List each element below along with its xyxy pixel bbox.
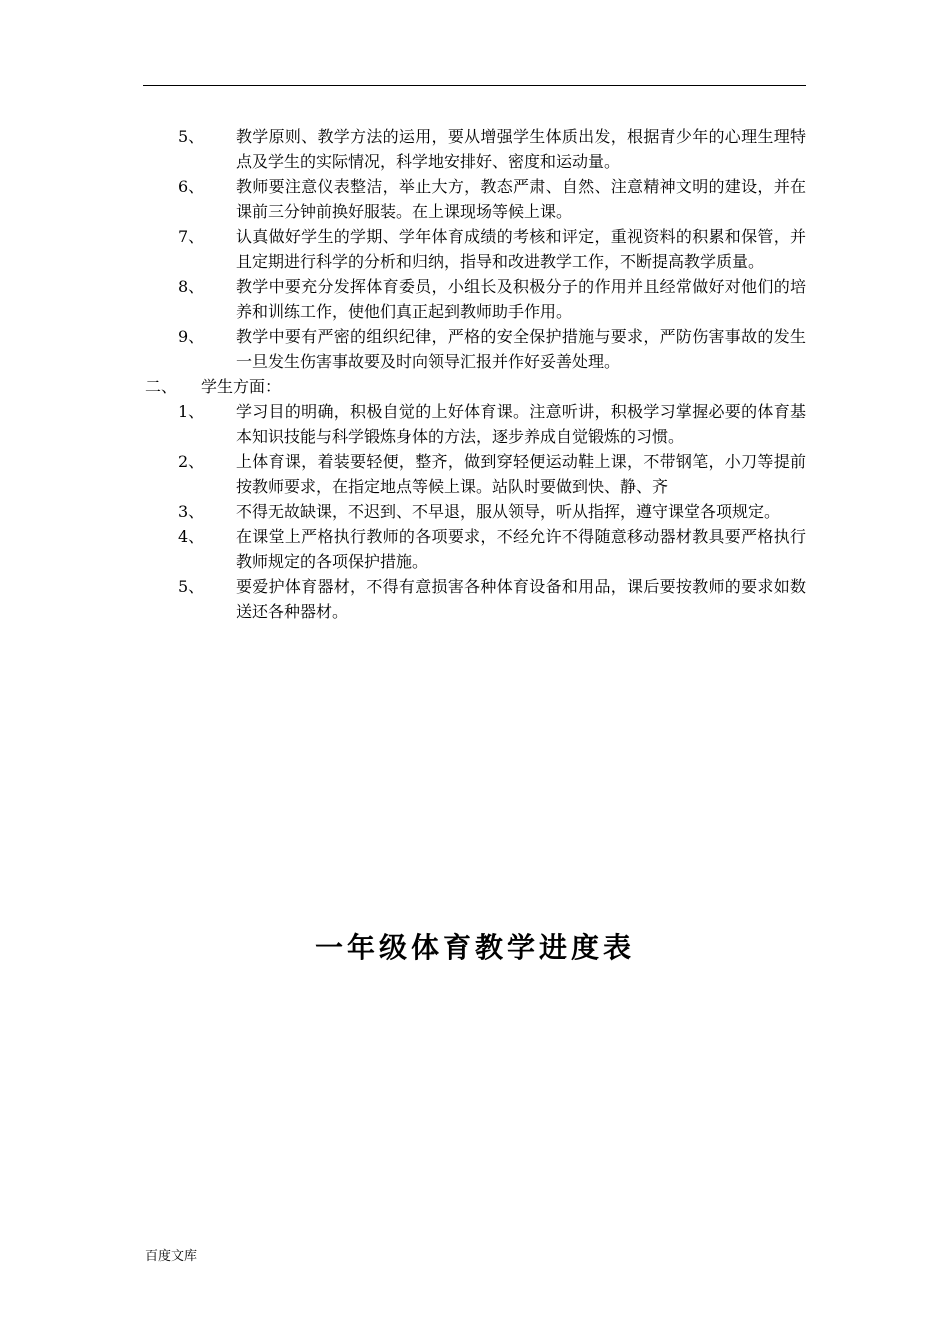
item-number: 4、 bbox=[178, 527, 205, 546]
list-item bbox=[143, 524, 806, 574]
item-text: 在课堂上严格执行教师的各项要求，不经允许不得随意移动器材教具要严格执行教师规定的各项保护措施。 bbox=[236, 527, 806, 571]
list-item bbox=[143, 224, 806, 274]
item-number: 6、 bbox=[178, 177, 205, 196]
list-item bbox=[143, 574, 806, 624]
section-title: 学生方面： bbox=[201, 377, 282, 396]
header-rule bbox=[143, 85, 806, 86]
item-text: 教师要注意仪表整洁，举止大方，教态严肃、自然、注意精神文明的建设，并在课前三分钟前换好服装。在上课现场等候上课。 bbox=[236, 177, 806, 221]
item-text: 学习目的明确，积极自觉的上好体育课。注意听讲，积极学习掌握必要的体育基本知识技能与科学锻炼身体的方法，逐步养成自觉锻炼的习惯。 bbox=[236, 402, 806, 446]
item-text: 教学原则、教学方法的运用，要从增强学生体质出发，根据青少年的心理生理特点及学生的实际情况，科学地安排好、密度和运动量。 bbox=[236, 127, 806, 171]
item-text: 不得无故缺课，不迟到、不早退，服从领导，听从指挥，遵守课堂各项规定。 bbox=[236, 502, 781, 521]
list-item bbox=[143, 499, 806, 524]
item-text: 上体育课，着装要轻便，整齐，做到穿轻便运动鞋上课，不带钢笔，小刀等提前按教师要求，在指定地点等候上课。站队时要做到快、静、齐 bbox=[236, 452, 806, 496]
table-title: 一年级体育教学进度表 bbox=[314, 931, 635, 964]
item-number: 1、 bbox=[178, 402, 205, 421]
item-text: 要爱护体育器材，不得有意损害各种体育设备和用品，课后要按教师的要求如数送还各种器材。 bbox=[236, 577, 806, 621]
item-text: 教学中要充分发挥体育委员，小组长及积极分子的作用并且经常做好对他们的培养和训练工作，使他们真正起到教师助手作用。 bbox=[236, 277, 806, 321]
document-body bbox=[143, 124, 806, 624]
list-item bbox=[143, 399, 806, 449]
item-text: 教学中要有严密的组织纪律，严格的安全保护措施与要求，严防伤害事故的发生一旦发生伤害事故要及时向领导汇报并作好妥善处理。 bbox=[236, 327, 806, 371]
section-number: 二、 bbox=[145, 377, 178, 396]
item-number: 8、 bbox=[178, 277, 205, 296]
item-number: 3、 bbox=[178, 502, 205, 521]
item-number: 7、 bbox=[178, 227, 205, 246]
section-heading bbox=[143, 374, 806, 399]
list-item bbox=[143, 174, 806, 224]
list-item bbox=[143, 124, 806, 174]
list-item bbox=[143, 324, 806, 374]
item-number: 2、 bbox=[178, 452, 205, 471]
item-text: 认真做好学生的学期、学年体育成绩的考核和评定，重视资料的积累和保管，并且定期进行科学的分析和归纳，指导和改进教学工作，不断提高教学质量。 bbox=[236, 227, 806, 271]
list-item bbox=[143, 449, 806, 499]
item-number: 5、 bbox=[178, 577, 205, 596]
list-item bbox=[143, 274, 806, 324]
footer-text: 百度文库 bbox=[145, 1249, 198, 1264]
item-number: 9、 bbox=[178, 327, 205, 346]
item-number: 5、 bbox=[178, 127, 205, 146]
